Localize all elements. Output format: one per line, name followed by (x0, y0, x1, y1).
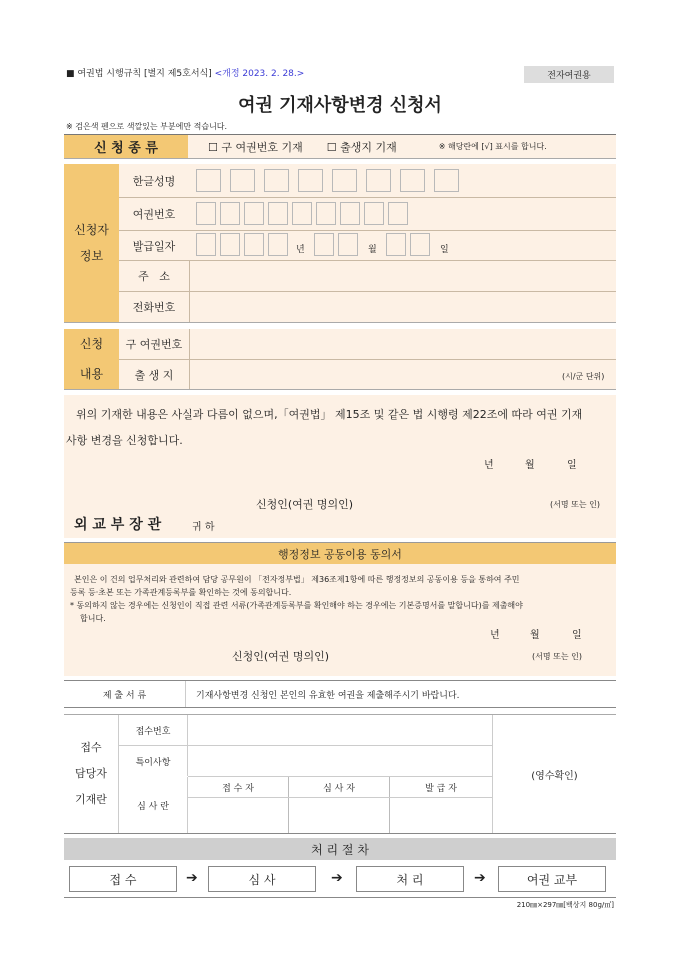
electronic-passport-badge: 전자여권용 (524, 66, 614, 83)
consent-sign-hint: (서명 또는 인) (532, 652, 582, 661)
old-passport-label: 구 여권번호 (125, 338, 183, 351)
consent-year: 년 (490, 630, 500, 641)
receipt-no-label: 접수번호 (119, 715, 188, 745)
consent-text-line3: * 동의하지 않는 경우에는 신청인이 직접 관련 서류(가족관계등록부를 확인해야 하는 경우에는 기본증명서를 말합니다)를 제출해야 (70, 601, 523, 610)
documents-label: 제 출 서 류 (64, 681, 186, 707)
procedure-step-process: 처 리 (356, 866, 464, 892)
fee-confirmation: (영수확인) (492, 715, 616, 833)
page-title: 여권 기재사항변경 신청서 (238, 95, 442, 116)
consent-text-line4: 합니다. (80, 614, 106, 623)
consent-text-line1: 본인은 이 건의 업무처리와 관련하여 담당 공무원이 「전자정부법」 제36조제1항에 따른 행정정보의 공동이용 등을 통하여 주민 (74, 575, 520, 584)
consent-day: 일 (572, 630, 582, 641)
arrow-icon: ➔ (186, 870, 198, 886)
issue-date-label: 발급일자 (132, 239, 176, 253)
paper-spec: 210㎜×297㎜[백상지 80g/㎡] (516, 901, 614, 909)
declaration-year: 년 (484, 460, 494, 471)
consent-signer: 신청인(여권 명의인) (232, 650, 330, 663)
arrow-icon: ➔ (331, 870, 343, 886)
reviewer-label: 심 사 자 (289, 777, 390, 797)
birthplace-label: 출 생 지 (134, 368, 174, 382)
declaration-month: 월 (525, 460, 535, 471)
declaration-day: 일 (567, 460, 577, 471)
phone-field[interactable] (189, 292, 616, 322)
old-passport-field[interactable] (189, 329, 616, 359)
procedure-step-issue: 여권 교부 (498, 866, 606, 892)
receipt-no-field[interactable] (188, 715, 492, 745)
consent-title: 행정정보 공동이용 동의서 (64, 542, 616, 564)
korean-name-label: 한글성명 (132, 174, 176, 188)
issuer-label: 발 급 자 (425, 783, 457, 794)
issuer-sign-field[interactable] (390, 798, 492, 833)
remarks-label: 특이사항 (119, 746, 188, 776)
declaration-sign-hint: (서명 또는 인) (550, 500, 600, 509)
receiver-sign-field[interactable] (188, 798, 289, 833)
request-section-label: 신청 내용 (64, 329, 119, 389)
law-reference: ■ 여권법 시행규칙 [별지 제5호서식] <개정 2023. 2. 28.> (66, 69, 305, 79)
issue-year-boxes[interactable] (196, 233, 288, 256)
declaration-text-line1: 위의 기재한 내용은 사실과 다름이 없으며,「여권법」 제15조 및 같은 법 시행령 제22조에 따라 여권 기재 (76, 408, 583, 421)
procedure-step-review: 심 사 (208, 866, 316, 892)
addressee-honorific: 귀 하 (192, 522, 215, 533)
application-type-row (188, 135, 616, 158)
korean-name-boxes[interactable] (196, 169, 459, 192)
phone-label: 전화번호 (132, 301, 176, 314)
procedure-title: 처 리 절 차 (64, 838, 616, 860)
revision-date: <개정 2023. 2. 28.> (214, 69, 305, 79)
issue-day-boxes[interactable] (386, 233, 430, 256)
note-black-pen: ※ 검은색 펜으로 색깔있는 부분에만 적습니다. (66, 122, 228, 131)
consent-text-line2: 등록 등·초본 또는 가족관계등록부를 확인하는 것에 동의합니다. (70, 588, 292, 597)
option-birthplace-checkbox[interactable]: ☐ 출생지 기재 (326, 140, 397, 154)
issue-month-boxes[interactable] (314, 233, 358, 256)
receiver-label: 접 수 자 (188, 777, 289, 797)
addressee: 외 교 부 장 관 (74, 517, 162, 533)
applicant-section-label: 신청자 정보 (64, 164, 119, 322)
remarks-field[interactable] (188, 746, 492, 776)
issue-month-unit: 월 (368, 245, 377, 255)
checkbox-hint: ※ 해당란에 [√] 표시를 합니다. (438, 142, 547, 151)
consent-month: 월 (530, 630, 540, 641)
option-old-passport-checkbox[interactable]: ☐ 구 여권번호 기재 (208, 140, 303, 154)
birthplace-field[interactable] (189, 360, 616, 389)
application-type-label: 신 청 종 류 (64, 135, 188, 158)
arrow-icon: ➔ (474, 870, 486, 886)
passport-no-label: 여권번호 (132, 208, 176, 221)
address-label: 주 소 (138, 270, 170, 283)
issue-day-unit: 일 (440, 245, 449, 255)
passport-no-boxes[interactable] (196, 202, 408, 225)
address-field[interactable] (189, 261, 616, 291)
declaration-signer: 신청인(여권 명의인) (256, 498, 354, 511)
birthplace-unit-hint: (시/군 단위) (562, 372, 605, 381)
office-section-label: 접수 담당자 기재란 (64, 715, 119, 833)
reviewer-sign-field[interactable] (289, 798, 390, 833)
documents-value: 기재사항변경 신청인 본인의 유효한 여권을 제출해주시기 바랍니다. (196, 690, 460, 701)
issue-year-unit: 년 (296, 245, 305, 255)
procedure-step-receipt: 접 수 (69, 866, 177, 892)
review-label: 심 사 란 (119, 777, 188, 833)
declaration-text-line2: 사항 변경을 신청합니다. (66, 434, 183, 447)
